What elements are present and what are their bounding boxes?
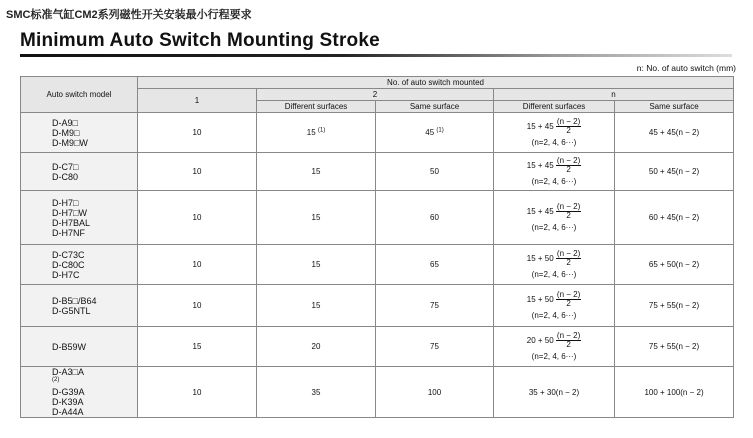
value-2-different: 15 $^{(1)}$ bbox=[257, 113, 376, 153]
value-2-different: 15 bbox=[257, 245, 376, 285]
table-row bbox=[21, 285, 734, 327]
value-2-different: 15 bbox=[257, 285, 376, 327]
formula-n-different: 15 + 50 $\frac{(n - 2)}{2}$ (n=2, 4, 6···) bbox=[494, 245, 615, 285]
value-1: 10 bbox=[138, 191, 257, 245]
model-name: D-H7□ bbox=[52, 197, 79, 208]
formula-n-different: 15 + 45 $\frac{(n - 2)}{2}$ (n=2, 4, 6···) bbox=[494, 191, 615, 245]
value-2-same: 60 bbox=[376, 191, 494, 245]
table-row bbox=[21, 327, 734, 367]
title-rule bbox=[20, 54, 732, 57]
formula-n-different: 20 + 50 $\frac{(n - 2)}{2}$ (n=2, 4, 6···) bbox=[494, 327, 615, 367]
formula-n-same: 75 + 55(n − 2) bbox=[615, 285, 734, 327]
value-1: 10 bbox=[138, 153, 257, 191]
page-title: Minimum Auto Switch Mounting Stroke bbox=[20, 30, 380, 51]
header-2-different: Different surfaces bbox=[257, 101, 376, 113]
model-name: D-H7C bbox=[52, 269, 80, 280]
formula-n-different: 15 + 45 $\frac{(n - 2)}{2}$ (n=2, 4, 6···) bbox=[494, 113, 615, 153]
footnote-mark: (1) bbox=[436, 127, 444, 134]
value-2-different: 15 bbox=[257, 153, 376, 191]
table-row bbox=[21, 367, 734, 418]
model-cell bbox=[21, 113, 138, 153]
formula-n-same: 65 + 50(n − 2) bbox=[615, 245, 734, 285]
footnote-mark: (1) bbox=[317, 127, 326, 134]
model-name: D-C80C bbox=[52, 259, 85, 270]
model-name: D-G39A bbox=[52, 387, 85, 397]
model-name: D-M9□W bbox=[52, 137, 88, 148]
formula-n-different: 35 + 30(n − 2) bbox=[494, 367, 615, 418]
value-2-same: 65 bbox=[376, 245, 494, 285]
model-name: D-C7□ bbox=[52, 161, 79, 172]
formula-n-same: 75 + 55(n − 2) bbox=[615, 327, 734, 367]
value-2-different: 15 bbox=[257, 191, 376, 245]
model-name: D-A9□ bbox=[52, 117, 78, 128]
model-name: D-M9□ bbox=[52, 127, 80, 138]
value-2-different: 20 bbox=[257, 327, 376, 367]
model-name: D-C80 bbox=[52, 171, 79, 182]
formula-n-same: 45 + 45(n − 2) bbox=[615, 113, 734, 153]
value-1: 10 bbox=[138, 367, 257, 418]
table-row bbox=[21, 113, 734, 153]
model-cell bbox=[21, 367, 138, 418]
model-name: D-H7NF bbox=[52, 227, 85, 238]
value-2-different: 35 bbox=[257, 367, 376, 418]
model-name: D-C73C bbox=[52, 249, 85, 260]
value-1: 15 bbox=[138, 327, 257, 367]
value-1: 10 bbox=[138, 113, 257, 153]
model-cell bbox=[21, 327, 138, 367]
model-cell bbox=[21, 245, 138, 285]
header-n-same: Same surface bbox=[615, 101, 734, 113]
model-name: D-H7BAL bbox=[52, 217, 91, 228]
value-2-same: 100 bbox=[376, 367, 494, 418]
model-name: D-B59W bbox=[52, 341, 87, 352]
header-n-different: Different surfaces bbox=[494, 101, 615, 113]
header-1: 1 bbox=[138, 89, 257, 113]
header-model: Auto switch model bbox=[21, 77, 138, 113]
model-name: D-A44A bbox=[52, 407, 84, 417]
formula-n-different: 15 + 50 $\frac{(n - 2)}{2}$ (n=2, 4, 6···) bbox=[494, 285, 615, 327]
table-row bbox=[21, 153, 734, 191]
footnote-mark: (2) bbox=[52, 377, 60, 383]
header-n: n bbox=[494, 89, 734, 101]
units-note: n: No. of auto switch (mm) bbox=[636, 63, 736, 73]
model-name: D-H7□W bbox=[52, 207, 87, 218]
formula-n-different: 15 + 45 $\frac{(n - 2)}{2}$ (n=2, 4, 6···) bbox=[494, 153, 615, 191]
value-2-same: 50 bbox=[376, 153, 494, 191]
model-cell bbox=[21, 153, 138, 191]
formula-n-same: 60 + 45(n − 2) bbox=[615, 191, 734, 245]
model-cell bbox=[21, 191, 138, 245]
model-name: D-K39A bbox=[52, 397, 84, 407]
header-2: 2 bbox=[257, 89, 494, 101]
value-2-same: 45 $^{(1)}$ bbox=[376, 113, 494, 153]
model-cell bbox=[21, 285, 138, 327]
value-1: 10 bbox=[138, 245, 257, 285]
value-1: 10 bbox=[138, 285, 257, 327]
header-2-same: Same surface bbox=[376, 101, 494, 113]
value-2-same: 75 bbox=[376, 285, 494, 327]
value-2-same: 75 bbox=[376, 327, 494, 367]
formula-n-same: 100 + 100(n − 2) bbox=[615, 367, 734, 418]
formula-n-same: 50 + 45(n − 2) bbox=[615, 153, 734, 191]
top-caption: SMC标准气缸CM2系列磁性开关安装最小行程要求 bbox=[6, 9, 252, 21]
model-name: D-G5NTL bbox=[52, 305, 91, 316]
model-name: D-B5□/B64 bbox=[52, 295, 97, 306]
header-group: No. of auto switch mounted bbox=[138, 77, 734, 89]
table-row bbox=[21, 191, 734, 245]
stroke-table bbox=[20, 76, 734, 418]
table-row bbox=[21, 245, 734, 285]
model-name: D-A3□A $^{(2)}$ bbox=[52, 367, 84, 383]
